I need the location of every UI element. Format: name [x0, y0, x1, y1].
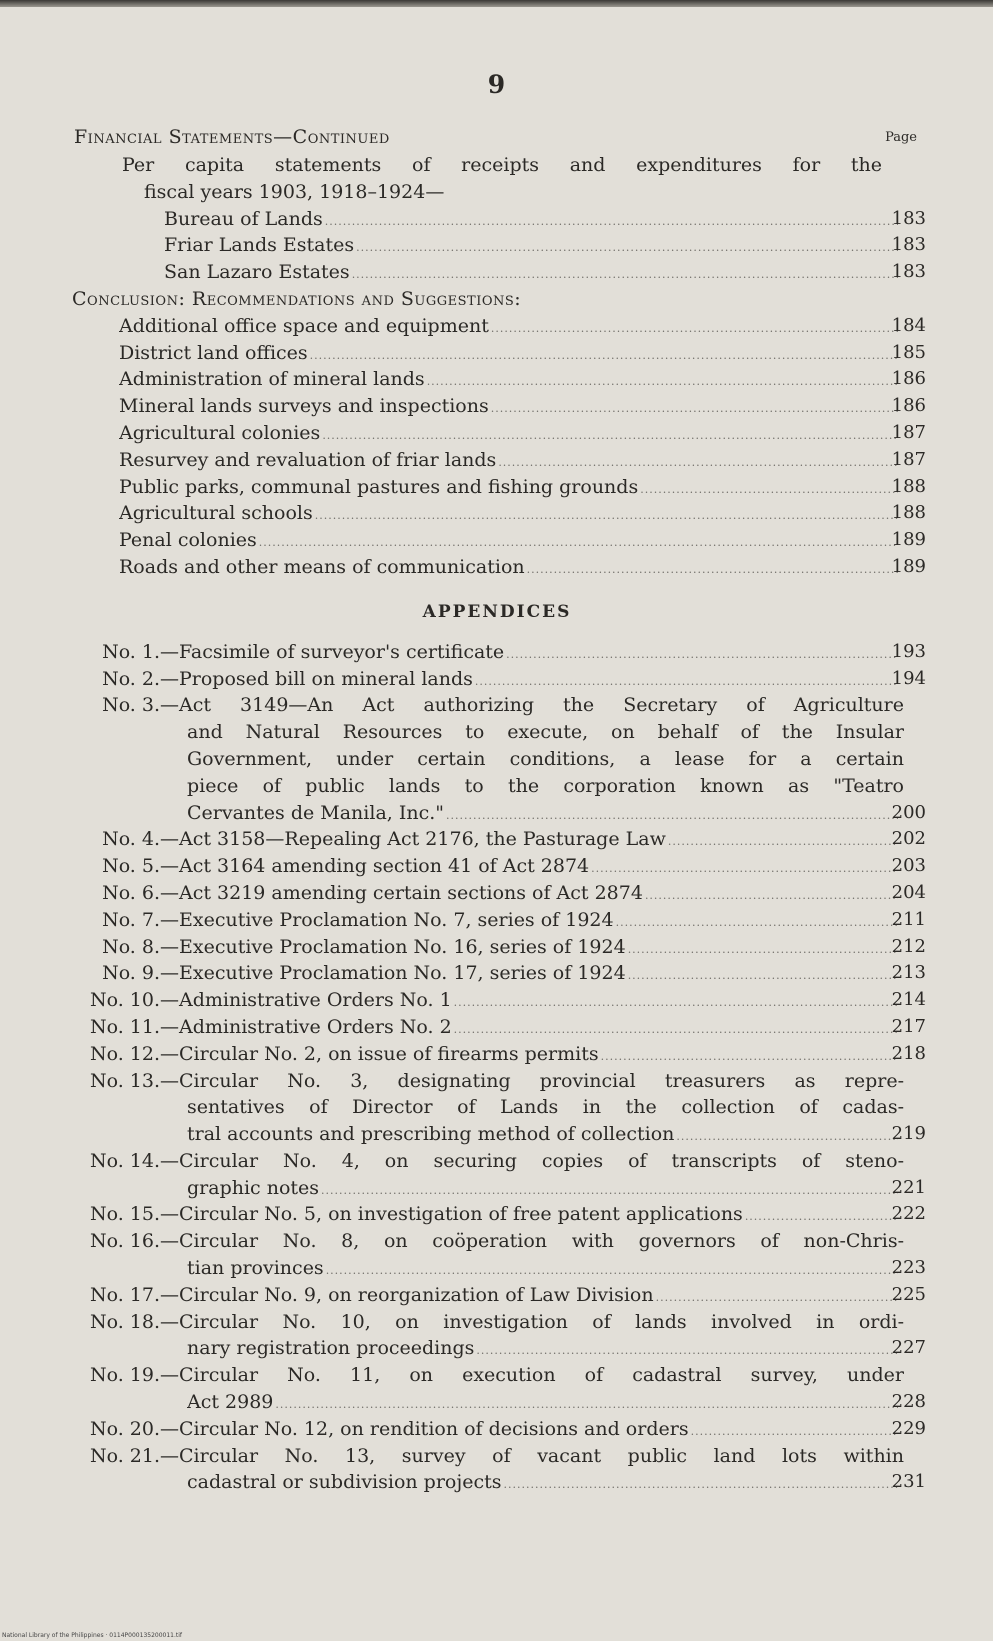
appendix-entry [68, 666, 926, 693]
appendix-number: No. 3. [102, 694, 160, 717]
toc-entry-text: —Executive Proclamation No. 7, series of 1924 [160, 908, 614, 931]
appendix-entry [68, 639, 926, 666]
toc-entry-text: nary registration proceedings [187, 1337, 475, 1360]
conclusion-items-list [68, 313, 926, 581]
toc-entry-leader [164, 206, 904, 236]
appendix-entry-text: —Act 3149—An Act authorizing the Secretary of Agriculture [160, 694, 904, 717]
toc-entry-page: 189 [891, 529, 926, 551]
toc-entry-text: Act 2989 [187, 1391, 274, 1414]
dot-leader [676, 1124, 898, 1151]
toc-entry-leader [160, 639, 904, 669]
toc-entry-leader [119, 554, 904, 584]
toc-entry-page: 202 [891, 828, 926, 850]
appendix-number: No. 6. [102, 881, 160, 904]
appendix-continuation [68, 719, 926, 746]
toc-entry-text: Agricultural colonies [119, 421, 321, 444]
dot-leader [628, 963, 898, 990]
section-title: Financial Statements—Continued [74, 126, 390, 148]
dot-leader [491, 316, 898, 343]
dot-leader [745, 1204, 898, 1231]
conclusion-title: Conclusion: Recommendations and Suggestions: [72, 287, 522, 310]
toc-entry-leader [160, 1201, 904, 1231]
toc-entry-text: Mineral lands surveys and inspections [119, 395, 489, 418]
dot-leader [275, 1392, 898, 1419]
toc-entry-leader [187, 1335, 904, 1365]
toc-entry-page: 214 [891, 989, 926, 1011]
toc-entry-leader [119, 474, 904, 504]
toc-entry-page: 193 [891, 640, 926, 662]
toc-entry-text: Cervantes de Manila, Inc." [187, 801, 445, 824]
toc-entry [68, 554, 926, 581]
dot-leader [504, 1472, 898, 1499]
toc-entry-text: —Act 3164 amending section 41 of Act 2874 [160, 855, 590, 878]
dot-leader [326, 1258, 898, 1285]
appendix-entry-text: —Circular No. 3, designating provincial treasurers as repre- [160, 1069, 904, 1092]
toc-entry-leader [187, 1175, 904, 1205]
toc-entry-page: 221 [891, 1176, 926, 1198]
toc-entry-leader [160, 907, 904, 937]
appendix-number: No. 4. [102, 828, 160, 851]
toc-entry-page: 204 [891, 881, 926, 903]
toc-entry [68, 1121, 926, 1148]
toc-entry-page: 223 [891, 1257, 926, 1279]
toc-entry [160, 826, 926, 853]
toc-entry-leader [119, 527, 904, 557]
toc-entry-text: Friar Lands Estates [164, 234, 355, 257]
dot-leader [640, 477, 898, 504]
dot-leader [446, 803, 898, 830]
page-number: 9 [487, 70, 506, 99]
toc-entry-text: —Facsimile of surveyor's certificate [160, 640, 505, 663]
toc-entry-page: 186 [891, 395, 926, 417]
toc-entry-leader [119, 500, 904, 530]
toc-entry [68, 527, 926, 554]
toc-entry-page: 227 [891, 1337, 926, 1359]
dot-leader [601, 1044, 898, 1071]
toc-entry [68, 232, 926, 259]
toc-entry-leader [160, 987, 904, 1017]
appendix-items-list [68, 639, 926, 1497]
toc-entry-text: —Executive Proclamation No. 17, series of 1924 [160, 962, 626, 985]
toc-entry-text: Roads and other means of communication [119, 555, 525, 578]
appendix-entry [68, 1416, 926, 1443]
appendix-entry-text: —Circular No. 10, on investigation of lands involved in ordi- [160, 1310, 904, 1333]
appendix-number: No. 9. [102, 962, 160, 985]
toc-entry-text: Administration of mineral lands [119, 368, 425, 391]
footer-credit: National Library of the Philippines · 0114P000135200011.tif [2, 1632, 183, 1639]
dot-leader [352, 262, 898, 289]
dot-leader [645, 883, 898, 910]
appendix-entry [68, 826, 926, 853]
toc-entry-text: —Circular No. 5, on investigation of free patent applications [160, 1203, 743, 1226]
appendix-number: No. 10. [89, 989, 160, 1012]
toc-entry-leader [119, 393, 904, 423]
toc-entry [160, 1282, 926, 1309]
appendix-number: No. 19. [89, 1364, 160, 1387]
appendix-entry [68, 1041, 926, 1068]
toc-entry-text: —Circular No. 12, on rendition of decisions and orders [160, 1417, 689, 1440]
toc-entry-page: 203 [891, 855, 926, 877]
dot-leader [591, 856, 898, 883]
appendix-continuation [68, 1094, 926, 1121]
toc-entry-leader [187, 800, 904, 830]
toc-entry [68, 474, 926, 501]
appendix-entry [68, 1228, 926, 1255]
dot-leader [498, 450, 898, 477]
toc-entry-leader [160, 1416, 904, 1446]
toc-entry-page: 228 [891, 1391, 926, 1413]
toc-entry-leader [119, 313, 904, 343]
appendix-entry [68, 692, 926, 719]
dot-leader [315, 503, 898, 530]
appendix-entry [68, 960, 926, 987]
toc-entry [160, 1014, 926, 1041]
appendix-number: No. 5. [102, 855, 160, 878]
appendix-entry [68, 1068, 926, 1095]
toc-entry-text: Additional office space and equipment [119, 314, 489, 337]
toc-entry-leader [187, 1121, 904, 1151]
toc-entry-page: 217 [891, 1015, 926, 1037]
toc-entry-text: —Act 3219 amending certain sections of Act 2874 [160, 881, 643, 904]
appendix-number: No. 20. [89, 1417, 160, 1440]
appendices-title: APPENDICES [422, 601, 572, 622]
toc-entry-page: 187 [891, 421, 926, 443]
appendix-entry [68, 1282, 926, 1309]
toc-entry [68, 1255, 926, 1282]
appendix-number: No. 13. [89, 1069, 160, 1092]
toc-entry-text: —Executive Proclamation No. 16, series of 1924 [160, 935, 626, 958]
toc-entry-leader [160, 826, 904, 856]
toc-entry-page: 211 [891, 908, 926, 930]
appendix-entry-text: sentatives of Director of Lands in the collection of cadas- [187, 1096, 904, 1119]
appendix-entry [68, 1362, 926, 1389]
page-column-label: Page [885, 130, 917, 145]
toc-entry-page: 219 [891, 1123, 926, 1145]
toc-entry [68, 1335, 926, 1362]
toc-entry-text: cadastral or subdivision projects [187, 1471, 502, 1494]
toc-entry-leader [119, 420, 904, 450]
dot-leader [616, 910, 898, 937]
toc-entry [68, 1175, 926, 1202]
dot-leader [506, 642, 898, 669]
dot-leader [325, 209, 898, 236]
appendix-entry [68, 934, 926, 961]
appendix-entry-text: —Circular No. 8, on coöperation with governors of non-Chris- [160, 1230, 904, 1253]
appendix-number: No. 18. [89, 1310, 160, 1333]
toc-entry-text: —Administrative Orders No. 2 [160, 1015, 452, 1038]
toc-entry [68, 366, 926, 393]
appendix-number: No. 14. [89, 1149, 160, 1172]
toc-entry-leader [119, 366, 904, 396]
toc-entry-leader [160, 1282, 904, 1312]
dot-leader [356, 235, 898, 262]
appendix-entry [68, 1014, 926, 1041]
dot-leader [691, 1419, 898, 1446]
appendix-entry-text: piece of public lands to the corporation known as "Teatro [187, 774, 904, 797]
toc-entry [68, 447, 926, 474]
toc-entry-leader [164, 232, 904, 262]
appendix-number: No. 7. [102, 908, 160, 931]
appendix-number: No. 8. [102, 935, 160, 958]
toc-entry-page: 200 [891, 801, 926, 823]
toc-entry [68, 1389, 926, 1416]
toc-entry [68, 313, 926, 340]
toc-entry-leader [187, 1469, 904, 1499]
toc-entry-page: 218 [891, 1042, 926, 1064]
appendix-number: No. 1. [102, 640, 160, 663]
toc-entry-page: 229 [891, 1417, 926, 1439]
toc-entry [68, 393, 926, 420]
dot-leader [454, 1017, 898, 1044]
toc-entry [160, 960, 926, 987]
toc-entry [68, 420, 926, 447]
toc-entry [160, 1041, 926, 1068]
appendix-entry-text: —Circular No. 4, on securing copies of transcripts of steno- [160, 1149, 904, 1172]
toc-entry-leader [187, 1389, 904, 1419]
appendix-number: No. 21. [89, 1444, 160, 1467]
appendix-entry [68, 907, 926, 934]
per-capita-line-1: Per capita statements of receipts and expenditures for the [122, 154, 882, 176]
appendix-entry-text: —Circular No. 11, on execution of cadastral survey, under [160, 1364, 904, 1387]
appendix-number: No. 11. [89, 1015, 160, 1038]
toc-entry-leader [160, 1014, 904, 1044]
appendix-entry-text: and Natural Resources to execute, on behalf of the Insular [187, 721, 904, 744]
toc-entry-page: 194 [891, 667, 926, 689]
toc-entry-text: Agricultural schools [119, 502, 313, 525]
toc-entry-leader [160, 960, 904, 990]
toc-entry-text: graphic notes [187, 1176, 320, 1199]
toc-entry-page: 183 [891, 207, 926, 229]
toc-entry-text: Public parks, communal pastures and fishing grounds [119, 475, 639, 498]
toc-entry-text: Resurvey and revaluation of friar lands [119, 448, 497, 471]
toc-entry [68, 1469, 926, 1496]
appendix-entry [68, 987, 926, 1014]
appendix-number: No. 16. [89, 1230, 160, 1253]
dot-leader [628, 937, 898, 964]
dot-leader [476, 1338, 898, 1365]
toc-entry-text: —Circular No. 9, on reorganization of Law Division [160, 1283, 654, 1306]
dot-leader [527, 557, 898, 584]
toc-entry-page: 183 [891, 234, 926, 256]
appendix-entry-text: Government, under certain conditions, a lease for a certain [187, 747, 904, 770]
toc-entry [160, 907, 926, 934]
toc-entry-text: —Act 3158—Repealing Act 2176, the Pasturage Law [160, 828, 666, 851]
toc-entry-page: 212 [891, 935, 926, 957]
dot-leader [491, 396, 898, 423]
toc-entry [160, 1201, 926, 1228]
appendix-number: No. 17. [89, 1283, 160, 1306]
dot-leader [322, 423, 898, 450]
dot-leader [656, 1285, 898, 1312]
dot-leader [454, 990, 898, 1017]
appendix-entry [68, 1201, 926, 1228]
toc-entry-page: 187 [891, 448, 926, 470]
toc-entry-leader [160, 880, 904, 910]
toc-entry-page: 225 [891, 1283, 926, 1305]
appendix-continuation [68, 773, 926, 800]
toc-entry [160, 853, 926, 880]
toc-entry-page: 186 [891, 368, 926, 390]
appendix-entry [68, 853, 926, 880]
appendix-entry [68, 1309, 926, 1336]
toc-entry [68, 800, 926, 827]
dot-leader [310, 343, 898, 370]
toc-entry [160, 880, 926, 907]
toc-entry [160, 666, 926, 693]
appendix-continuation [68, 746, 926, 773]
toc-entry-text: San Lazaro Estates [164, 261, 350, 284]
toc-entry-text: tral accounts and prescribing method of collection [187, 1123, 675, 1146]
toc-entry-page: 189 [891, 555, 926, 577]
toc-entry-page: 231 [891, 1471, 926, 1493]
appendix-number: No. 2. [102, 667, 160, 690]
dot-leader [321, 1178, 898, 1205]
toc-entry-leader [119, 447, 904, 477]
toc-header [68, 126, 926, 152]
toc-entry-leader [160, 666, 904, 696]
table-of-contents [68, 126, 926, 1496]
dot-leader [259, 530, 898, 557]
toc-entry-page: 213 [891, 962, 926, 984]
per-capita-line-2: fiscal years 1903, 1918–1924— [144, 180, 445, 203]
toc-entry [68, 500, 926, 527]
toc-entry-page: 185 [891, 341, 926, 363]
toc-entry [68, 259, 926, 286]
toc-entry-leader [160, 934, 904, 964]
toc-entry-page: 188 [891, 475, 926, 497]
toc-entry-leader [119, 340, 904, 370]
appendix-number: No. 12. [89, 1042, 160, 1065]
toc-entry-leader [187, 1255, 904, 1285]
toc-entry [160, 639, 926, 666]
toc-entry-page: 222 [891, 1203, 926, 1225]
toc-entry-text: —Administrative Orders No. 1 [160, 989, 452, 1012]
financial-items-list [68, 206, 926, 286]
toc-entry-text: —Proposed bill on mineral lands [160, 667, 473, 690]
dot-leader [475, 669, 898, 696]
toc-entry [160, 1416, 926, 1443]
toc-entry-page: 188 [891, 502, 926, 524]
appendix-entry [68, 1148, 926, 1175]
toc-entry-leader [160, 1041, 904, 1071]
appendix-number: No. 15. [89, 1203, 160, 1226]
toc-entry [68, 206, 926, 233]
toc-entry-leader [164, 259, 904, 289]
toc-entry-page: 184 [891, 314, 926, 336]
appendix-entry [68, 880, 926, 907]
toc-entry [160, 987, 926, 1014]
dot-leader [427, 369, 898, 396]
toc-entry-text: District land offices [119, 341, 308, 364]
toc-entry-text: Bureau of Lands [164, 207, 323, 230]
toc-entry-leader [160, 853, 904, 883]
appendix-entry-text: —Circular No. 13, survey of vacant public land lots within [160, 1444, 904, 1467]
dot-leader [668, 829, 898, 856]
toc-entry [68, 340, 926, 367]
toc-entry-page: 183 [891, 261, 926, 283]
toc-entry-text: —Circular No. 2, on issue of firearms permits [160, 1042, 599, 1065]
appendix-entry [68, 1443, 926, 1470]
toc-entry-text: Penal colonies [119, 529, 257, 552]
toc-entry [160, 934, 926, 961]
toc-entry-text: tian provinces [187, 1257, 324, 1280]
